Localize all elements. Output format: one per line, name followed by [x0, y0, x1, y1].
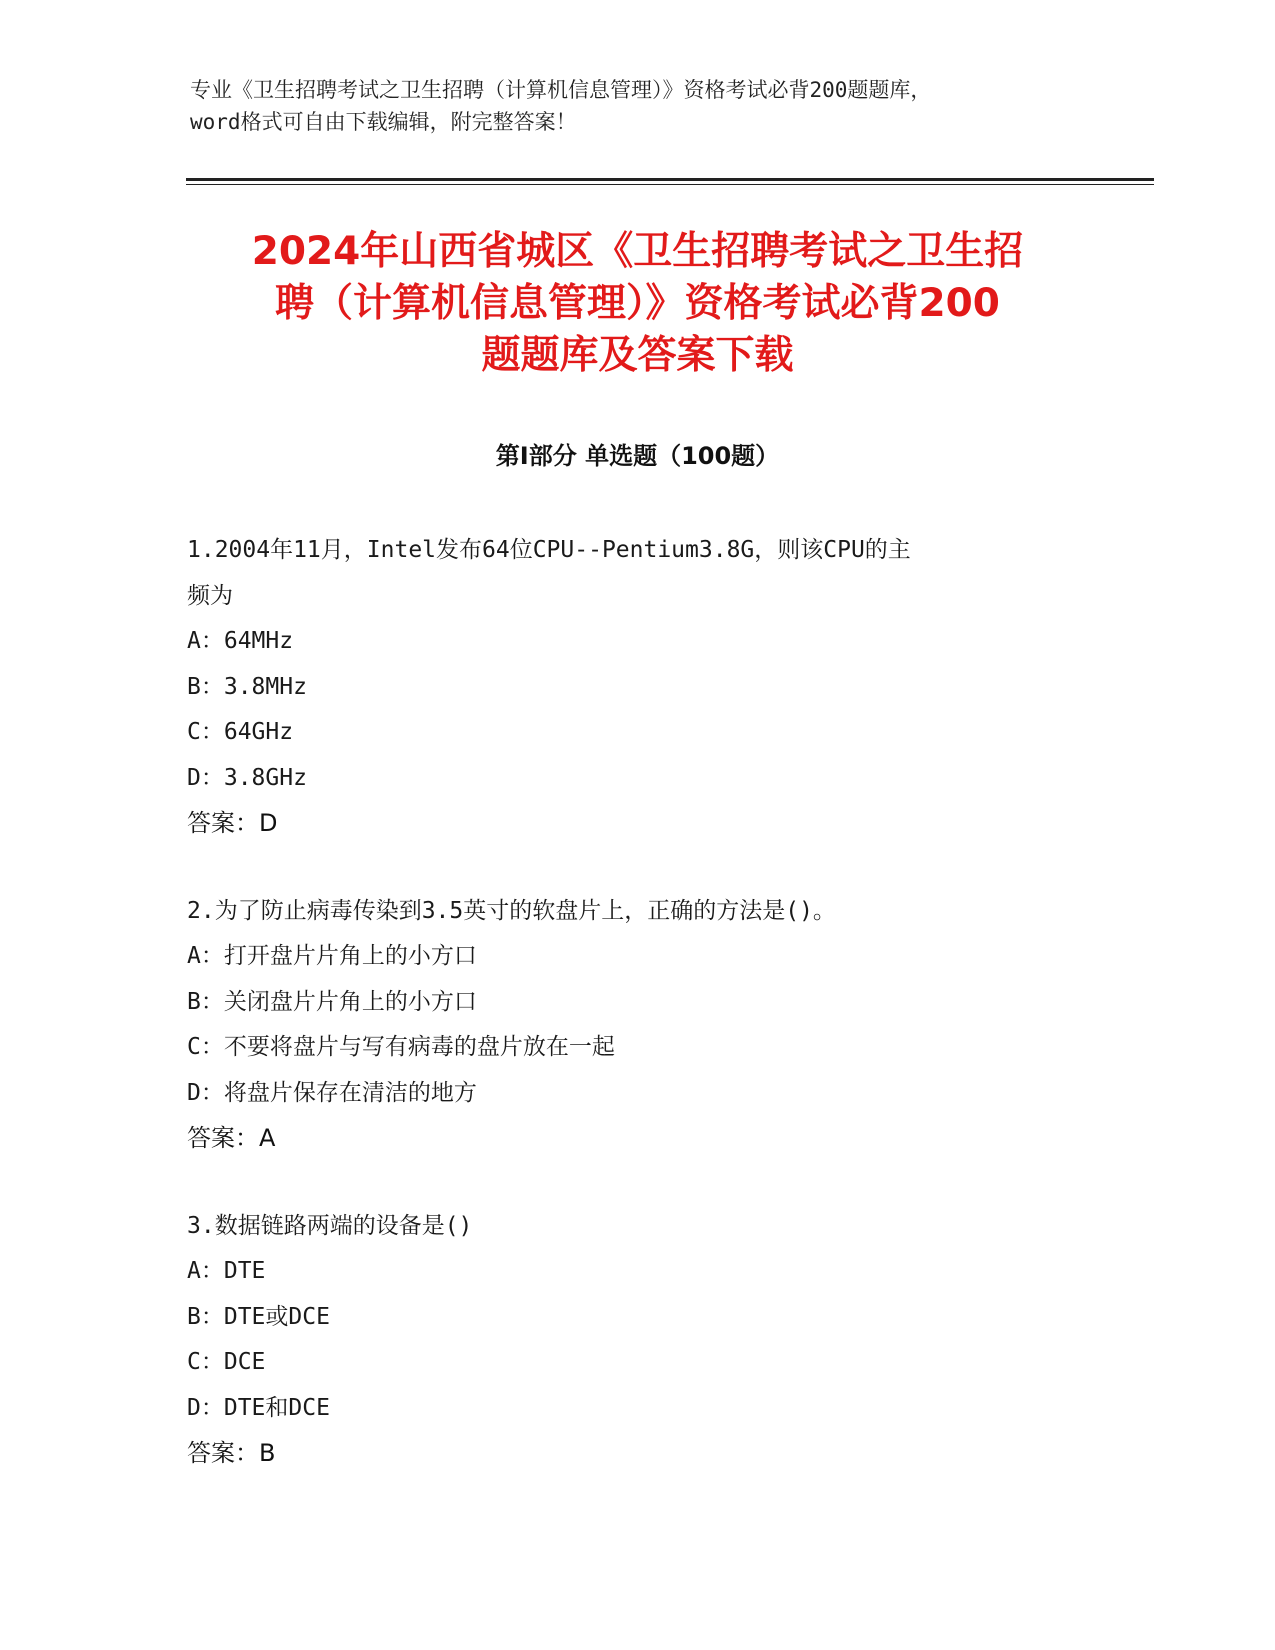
answer: 答案：A	[187, 1124, 276, 1152]
document-title-line-3: 题题库及答案下载	[481, 333, 794, 378]
option-c: C：不要将盘片与写有病毒的盘片放在一起	[187, 1034, 615, 1060]
option-c: C：64GHz	[187, 719, 294, 745]
question-2	[187, 889, 1087, 1162]
option-d: D：3.8GHz	[187, 764, 307, 791]
header-note-line-2: word格式可自由下载编辑，附完整答案！	[190, 110, 577, 134]
option-a: A：64MHz	[187, 628, 294, 654]
question-list	[187, 528, 1087, 1519]
question-1	[187, 528, 1087, 847]
option-b: B：DTE或DCE	[187, 1303, 330, 1330]
header-divider-thick	[186, 178, 1154, 181]
option-b: B：3.8MHz	[187, 673, 307, 700]
option-c: C：DCE	[187, 1349, 266, 1375]
question-3	[187, 1204, 1087, 1477]
option-a: A：打开盘片片角上的小方口	[187, 943, 477, 969]
question-stem: 频为	[187, 582, 233, 609]
header-note	[190, 74, 1090, 138]
header-note-line-1: 专业《卫生招聘考试之卫生招聘（计算机信息管理）》资格考试必背200题题库，	[190, 78, 932, 102]
question-stem: 1.2004年11月，Intel发布64位CPU--Pentium3.8G，则该CPU的主	[187, 537, 911, 563]
document-title-line-2: 聘（计算机信息管理）》资格考试必背200	[275, 281, 1000, 326]
question-stem: 3.数据链路两端的设备是()	[187, 1212, 473, 1239]
answer: 答案：B	[187, 1439, 276, 1467]
option-a: A：DTE	[187, 1258, 266, 1284]
answer: 答案：D	[187, 809, 278, 837]
option-b: B：关闭盘片片角上的小方口	[187, 988, 477, 1015]
document-title-line-1: 2024年山西省城区《卫生招聘考试之卫生招	[251, 229, 1024, 274]
option-d: D：将盘片保存在清洁的地方	[187, 1079, 477, 1106]
question-stem: 2.为了防止病毒传染到3.5英寸的软盘片上，正确的方法是()。	[187, 897, 836, 924]
document-title	[150, 226, 1125, 382]
option-d: D：DTE和DCE	[187, 1394, 330, 1421]
section-title: 第Ⅰ部分 单选题（100题）	[495, 442, 780, 470]
header-divider-thin	[186, 184, 1154, 185]
